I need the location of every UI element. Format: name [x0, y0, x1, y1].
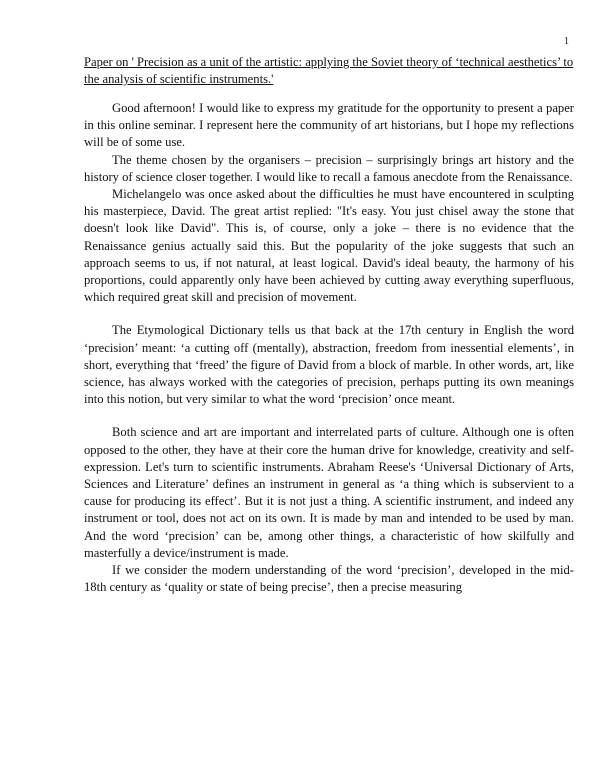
paper-title: Paper on ' Precision as a unit of the artistic: applying the Soviet theory of ‘technical aesthetics’ to the analysis of scientific instruments.': [84, 55, 574, 86]
body-text: [84, 100, 574, 596]
paragraph-modern-precision: If we consider the modern understanding of the word ‘precision’, developed in the mid-18th century as ‘quality or state of being precise’, then a precise measuring: [84, 563, 574, 595]
paragraph-science-art: Both science and art are important and interrelated parts of culture. Although one is often opposed to the other, they have at their core the human drive for knowledge, creativity and self-expression. Let's turn to scientific instruments. Abraham Reese's ‘Universal Dictionary of Arts, Sciences and Literature’ defines an instrument in general as ‘a thing which is subservient to a cause for producing its effect’. But it is not just a thing. A scientific instrument, and indeed any instrument or tool, does not act on its own. It is made by man and intended to be used by man. And the word ‘precision’ can be, among other things, a characteristic of how skilfully and masterfully a device/instrument is made.: [84, 425, 574, 560]
page-number: 1: [564, 36, 569, 47]
paragraph-theme: The theme chosen by the organisers – precision – surprisingly brings art history and the history of science closer together. I would like to recall a famous anecdote from the Renaissance.: [84, 152, 574, 184]
paragraph-greeting: Good afternoon! I would like to express my gratitude for the opportunity to present a paper in this online seminar. I represent here the community of art historians, but I hope my reflections will be of some use.: [84, 101, 574, 150]
paragraph-etymology: The Etymological Dictionary tells us that back at the 17th century in English the word ‘precision’ meant: ‘a cutting off (mentally), abstraction, freedom from inessential elements’, in short, everything that ‘freed’ the figure of David from a block of marble. In other words, art, like science, has always worked with the categories of precision, perhaps putting its own meanings into this notion, but very similar to what the word ‘precision’ once meant.: [84, 323, 574, 407]
paragraph-michelangelo: Michelangelo was once asked about the difficulties he must have encountered in sculpting his masterpiece, David. The great artist replied: "It's easy. You just chisel away the stone that doesn't look like David". This is, of course, only a joke – there is no evidence that the Renaissance genius actually said this. But the popularity of the joke suggests that such an approach seems to us, if not natural, at least logical. David's ideal beauty, the harmony of his proportions, could apparently only have been achieved by cutting away everything superfluous, which required great skill and precision of movement.: [84, 187, 574, 305]
